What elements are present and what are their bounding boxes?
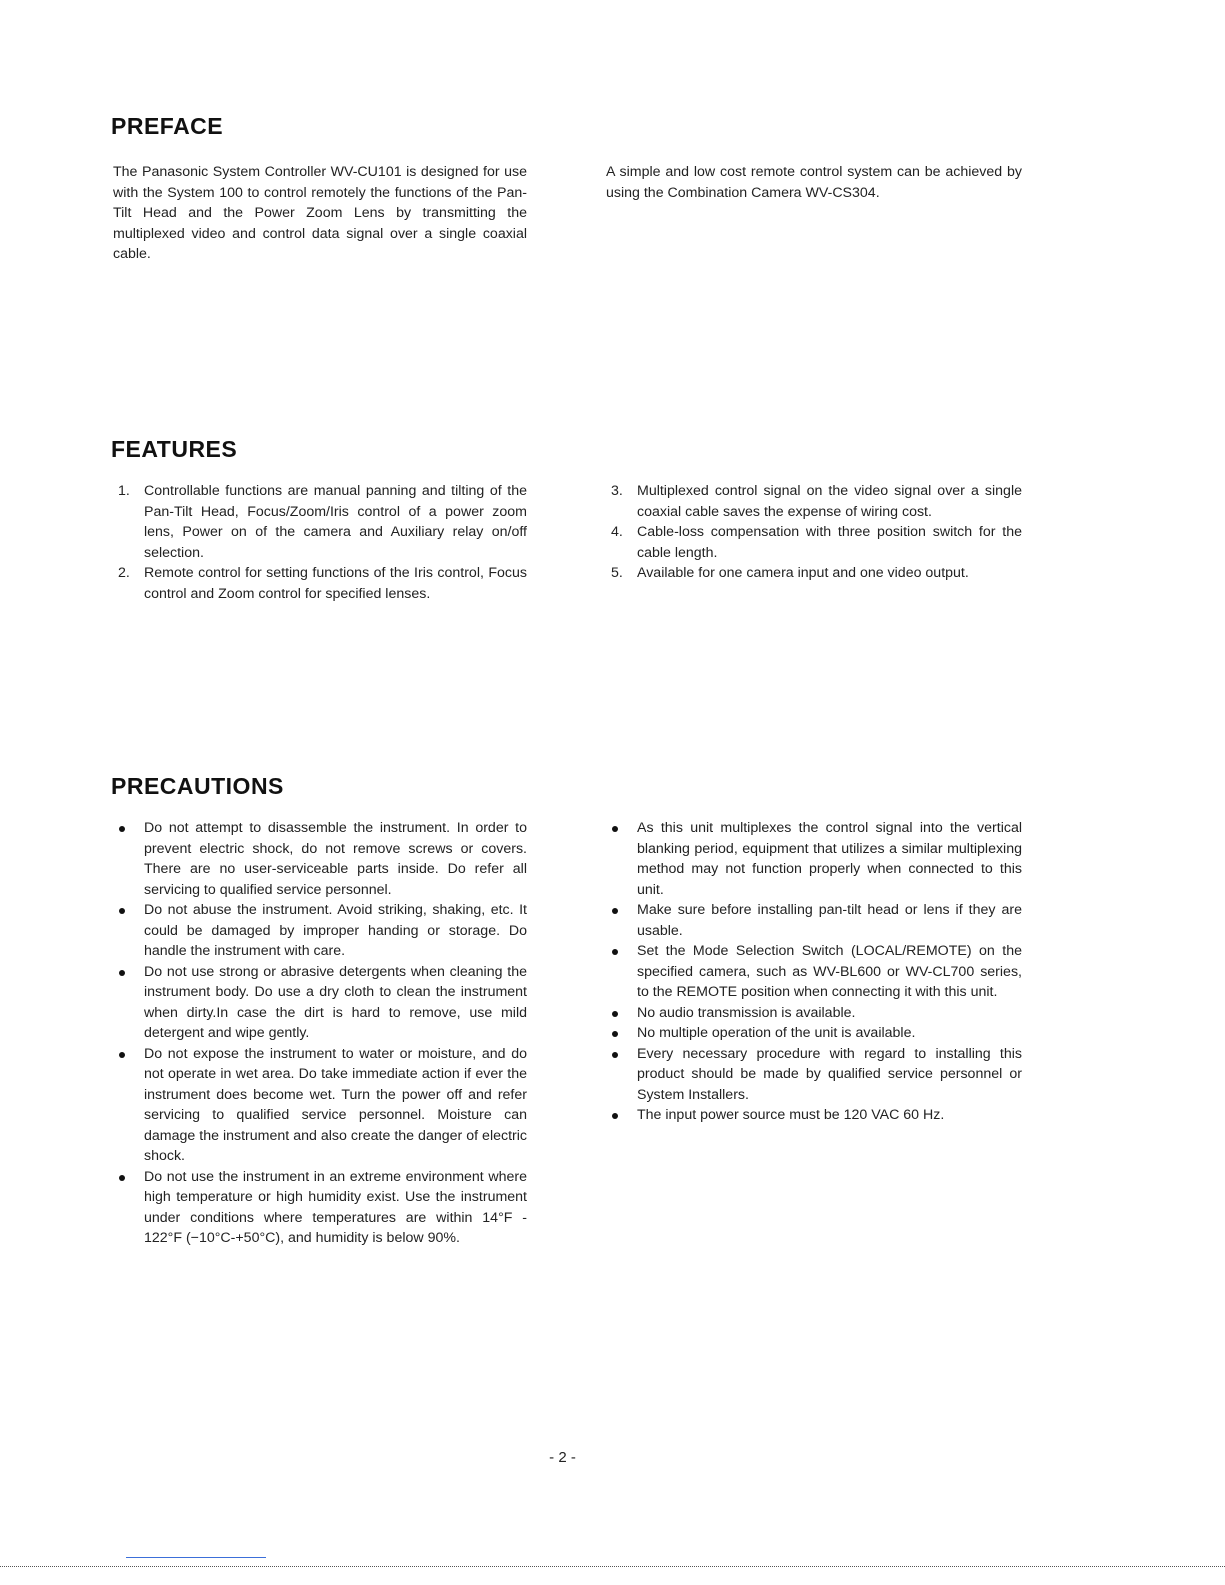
feature-text: Remote control for setting functions of the Iris control, Focus control and Zoom control for specified lenses. [144,565,527,602]
precaution-item [606,818,1022,900]
feature-text: Cable-loss compensation with three position switch for the cable length. [637,524,1022,561]
feature-item [113,481,527,563]
bullet-icon [119,908,125,914]
preface-right-paragraph: A simple and low cost remote control system can be achieved by using the Combination Camera WV-CS304. [606,164,1022,201]
precaution-item [606,1044,1022,1106]
precautions-list-right [606,818,1022,1126]
feature-number: 4. [611,524,623,540]
preface-left-paragraph: The Panasonic System Controller WV-CU101 is designed for use with the System 100 to control remotely the functions of the Pan-Tilt Head and the Power Zoom Lens by transmitting the multiplexed video and control data signal over a single coaxial cable. [113,164,527,262]
precaution-text: Every necessary procedure with regard to installing this product should be made by qualified service personnel or System Installers. [637,1045,1022,1103]
features-left-column [113,481,527,604]
bullet-icon [612,1113,618,1119]
bullet-icon [612,826,618,832]
bullet-icon [119,1052,125,1058]
feature-item [606,522,1022,563]
bullet-icon [612,1052,618,1058]
precaution-text: Do not abuse the instrument. Avoid striking, shaking, etc. It could be damaged by improper handing or storage. Do handle the instrument with care. [144,902,527,959]
page-number: - 2 - [549,1449,576,1466]
precaution-text: No multiple operation of the unit is available. [637,1025,916,1041]
preface-right-column [606,162,1022,203]
bullet-icon [119,970,125,976]
precautions-right-column [606,818,1022,1126]
feature-text: Controllable functions are manual panning and tilting of the Pan-Tilt Head, Focus/Zoom/Iris control of a power zoom lens, Power on of the camera and Auxiliary relay on/off selection. [144,483,527,561]
precaution-item [113,1044,527,1167]
preface-left-column [113,162,527,265]
features-heading: FEATURES [111,436,238,462]
precaution-text: Make sure before installing pan-tilt head or lens if they are usable. [637,902,1022,939]
features-list-right [606,481,1022,584]
precaution-text: The input power source must be 120 VAC 60 Hz. [637,1107,945,1123]
feature-text: Multiplexed control signal on the video signal over a single coaxial cable saves the expense of wiring cost. [637,483,1022,520]
precaution-text: Do not use the instrument in an extreme environment where high temperature or high humidity exist. Use the instrument under conditions where temperatures are within 14°F - 122°F (−10°C-+50°C), and humidity is below 90%. [144,1168,527,1246]
precaution-text: Do not use strong or abrasive detergents when cleaning the instrument body. Do use a dry cloth to clean the instrument when dirty.In case the dirt is hard to remove, use mild detergent and wipe gently. [144,963,527,1041]
precaution-text: Do not expose the instrument to water or moisture, and do not operate in wet area. Do take immediate action if ever the instrument does become wet. Turn the power off and refer servicing to qualified service personnel. Moisture can damage the instrument and also create the danger of electric shock. [144,1045,527,1164]
precaution-text: As this unit multiplexes the control signal into the vertical blanking period, equipment that utilizes a similar multiplexing method may not function properly when connected to this unit. [637,820,1022,898]
precaution-item [606,1003,1022,1024]
precaution-item [113,818,527,900]
bullet-icon [612,1011,618,1017]
precaution-text: Do not attempt to disassemble the instrument. In order to prevent electric shock, do not remove screws or covers. There are no user-serviceable parts inside. Do refer all servicing to qualified service personnel. [144,820,527,898]
precaution-item [606,1023,1022,1044]
features-list-left [113,481,527,604]
footer-mark-line [126,1557,266,1558]
feature-item [606,481,1022,522]
feature-item [113,563,527,604]
precaution-item [606,941,1022,1003]
features-right-column [606,481,1022,584]
footer-dotted-line [0,1566,1225,1567]
feature-number: 5. [611,565,623,581]
bullet-icon [612,1031,618,1037]
feature-text: Available for one camera input and one video output. [637,565,969,581]
precautions-heading: PRECAUTIONS [111,773,284,799]
precautions-left-column [113,818,527,1249]
feature-item [606,563,1022,584]
precaution-item [606,1105,1022,1126]
precaution-item [606,900,1022,941]
precaution-item [113,900,527,962]
bullet-icon [119,1175,125,1181]
precaution-item [113,1167,527,1249]
bullet-icon [612,908,618,914]
precaution-item [113,962,527,1044]
feature-number: 1. [118,483,130,499]
feature-number: 2. [118,565,130,581]
preface-heading: PREFACE [111,113,224,139]
precaution-text: No audio transmission is available. [637,1004,856,1021]
precaution-text: Set the Mode Selection Switch (LOCAL/REMOTE) on the specified camera, such as WV-BL600 or WV-CL700 series, to the REMOTE position when connecting it with this unit. [637,943,1022,1000]
precautions-list-left [113,818,527,1249]
bullet-icon [119,826,125,832]
bullet-icon [612,949,618,955]
feature-number: 3. [611,483,623,499]
